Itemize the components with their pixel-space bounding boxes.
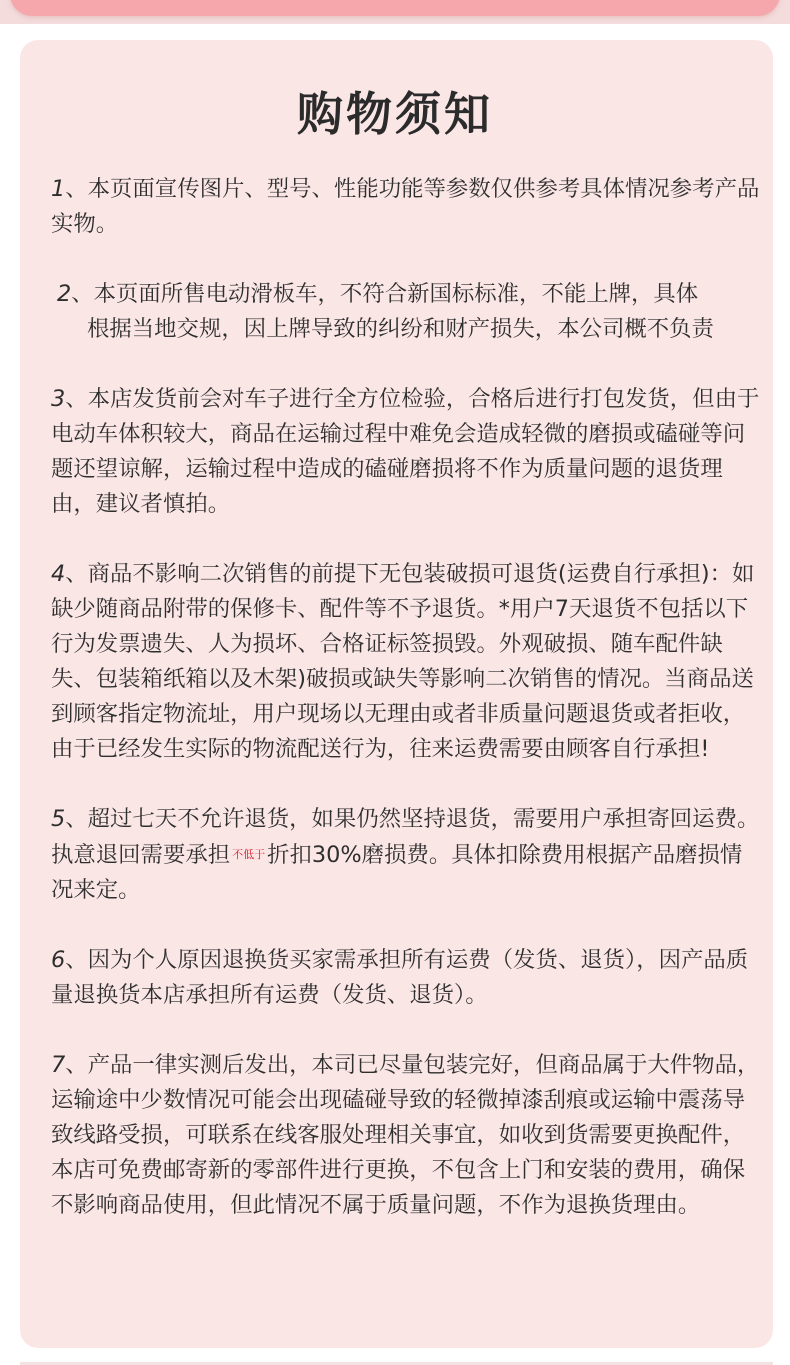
notice-item-2 xyxy=(57,277,763,347)
notice-item-6 xyxy=(51,943,763,1013)
item-text: 、商品不影响二次销售的前提下无包装破损可退货(运费自行承担)：如缺少随商品附带的保修卡、配件等不予退货。*用户7天退货不包括以下行为发票遗失、人为损坏、合格证标签损毁。外观破损、随车配件缺失、包装箱纸箱以及木架)破损或缺失等影响二次销售的情况。当商品送到顾客指定物流址，用户现场以无理由或者非质量问题退货或者拒收，由于已经发生实际的物流配送行为，往来运费需要由顾客自行承担! xyxy=(51,561,755,762)
item-text: 、本页面宣传图片、型号、性能功能等参数仅供参考具体情况参考产品实物。 xyxy=(51,176,760,237)
notice-item-4 xyxy=(51,557,763,767)
item-text: 、本店发货前会对车子进行全方位检验，合格后进行打包发货，但由于电动车体积较大，商品在运输过程中难免会造成轻微的磨损或磕碰等问题还望谅解，运输过程中造成的磕碰磨损将不作为质量问题的退货理由，建议者慎拍。 xyxy=(51,386,760,517)
item-number: 1 xyxy=(51,176,66,202)
top-decorative-bar xyxy=(10,0,780,16)
item-number: 3 xyxy=(51,386,66,412)
item-number: 2 xyxy=(57,281,72,307)
item-number: 5 xyxy=(51,806,66,832)
notice-item-3 xyxy=(51,382,763,522)
notice-item-1 xyxy=(51,172,763,242)
item-text-after: 折扣30%磨损费。具体扣除费用根据产品磨损情况来定。 xyxy=(51,842,743,903)
page-title: 购物须知 xyxy=(297,87,493,141)
item-text-before: 、超过七天不允许退货，如果仍然坚持退货，需要用户承担寄回运费。执意退回需要承担 xyxy=(51,806,760,868)
item-text-line2: 根据当地交规，因上牌导致的纠纷和财产损失，本公司概不负责 xyxy=(87,316,714,342)
item-number: 6 xyxy=(51,947,66,973)
item-text: 、产品一律实测后发出，本司已尽量包装完好，但商品属于大件物品，运输途中少数情况可能会出现磕碰导致的轻微掉漆刮痕或运输中震荡导致线路受损，可联系在线客服处理相关事宜，如收到货需要更换配件，本店可免费邮寄新的零部件进行更换，不包含上门和安装的费用，确保不影响商品使用，但此情况不属于质量问题，不作为退换货理由。 xyxy=(51,1052,760,1218)
notice-item-5 xyxy=(51,802,763,908)
minimum-note-red: 不低于 xyxy=(232,848,266,861)
item-text-line1: 、本页面所售电动滑板车，不符合新国标标准，不能上牌，具体 xyxy=(71,281,699,307)
notice-item-7 xyxy=(51,1048,763,1223)
notice-content xyxy=(51,172,763,1258)
item-text: 、因为个人原因退换货买家需承担所有运费（发货、退货），因产品质量退换货本店承担所有运费（发货、退货）。 xyxy=(51,947,749,1008)
item-number: 4 xyxy=(51,561,66,587)
item-number: 7 xyxy=(51,1052,66,1078)
